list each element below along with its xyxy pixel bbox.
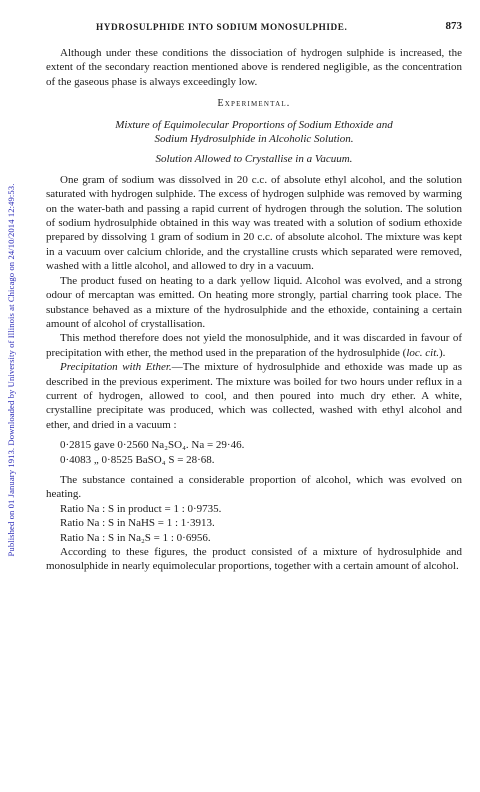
paragraph-1: One gram of sodium was dissolved in 20 c.c. of absolute ethyl alcohol, and the solution saturated with hydrogen sulphide. The excess of hydrogen sulphide was removed by warming on the water-bath and passing a rapid current of hydrogen through the solution. The solution of sodium hydrosulphide obtained in this way was treated with a solution of sodium ethoxide prepared by dissolving 1 gram of sodium in 20 c.c. of absolute alcohol. The mixture was kept in a vacuum over calcium chloride, and the crystalline crusts which separated were removed, washed with a little alcohol, and allowed to dry in a vacuum.	[46, 173, 462, 273]
paragraph-5: The substance contained a considerable proportion of alcohol, which was evolved on heating.	[46, 473, 462, 501]
ratio-line-2: Ratio Na : S in NaHS = 1 : 1·3913.	[60, 517, 215, 530]
paragraph-3-text-a: This method therefore does not yield the monosulphide, and it was discarded in favour of precipitation with ether, the method used in the preparation of the hydrosulphide (	[46, 332, 462, 359]
subtitle-line-2: Sodium Hydrosulphide in Alcoholic Solution.	[154, 133, 354, 146]
paragraph-3	[46, 331, 462, 360]
intro-paragraph: Although under these conditions the dissociation of hydrogen sulphide is increased, the extent of the secondary reaction mentioned above is rendered negligible, as the concentration of the gaseous phase is always exceedingly low.	[46, 47, 462, 88]
paragraph-4-heading: Precipitation with Ether.	[60, 361, 172, 374]
ratio-line-3: Ratio Na : S in Na₂S = 1 : 0·6956.	[60, 531, 211, 544]
subtitle-line-1: Mixture of Equimolecular Proportions of Sodium Ethoxide and	[115, 118, 393, 131]
section-title	[46, 97, 462, 111]
page-body	[46, 20, 462, 574]
running-head: HYDROSULPHIDE INTO SODIUM MONOSULPHIDE.	[96, 22, 348, 32]
page-header	[46, 20, 462, 36]
paragraph-4	[46, 360, 462, 432]
page-number: 873	[445, 20, 462, 32]
paragraph-2: The product fused on heating to a dark yellow liquid. Alcohol was evolved, and a strong odour of mercaptan was emitted. On heating more strongly, partial charring took place. The substance behaved as a mixture of the hydrosulphide and the ethoxide, containing a certain amount of alcohol of crystallisation.	[46, 274, 462, 330]
analysis-line-1: 0·2815 gave 0·2560 Na₂SO₄. Na = 29·46.	[60, 439, 245, 452]
paragraph-3-text-b: ).	[439, 346, 446, 359]
citation: loc. cit.	[406, 346, 440, 359]
download-watermark	[4, 40, 18, 700]
download-watermark-text: Published on 01 January 1913. Downloaded by University of Illinois at Chicago on 24/10/2014 12:49:53.	[6, 183, 16, 557]
paragraph-4-body: —The mixture of hydrosulphide and ethoxide was made up as described in the previous experiment. The mixture was boiled for two hours under reflux in a current of hydrogen, allowed to cool, and then poured into much dry ether. A white, crystalline precipitate was produced, which was collected, washed with ethyl alcohol and ether, and dried in a vacuum :	[46, 361, 462, 431]
analysis-line-2: 0·4083 „ 0·8525 BaSO₄ S = 28·68.	[60, 453, 215, 466]
subsection-heading: Solution Allowed to Crystallise in a Vacuum.	[155, 153, 353, 166]
section-title-text: Experimental.	[217, 98, 291, 110]
ratio-line-1: Ratio Na : S in product = 1 : 0·9735.	[60, 502, 222, 515]
paragraph-6: According to these figures, the product consisted of a mixture of hydrosulphide and monosulphide in nearly equimolecular proportions, together with a certain amount of alcohol.	[46, 546, 462, 573]
